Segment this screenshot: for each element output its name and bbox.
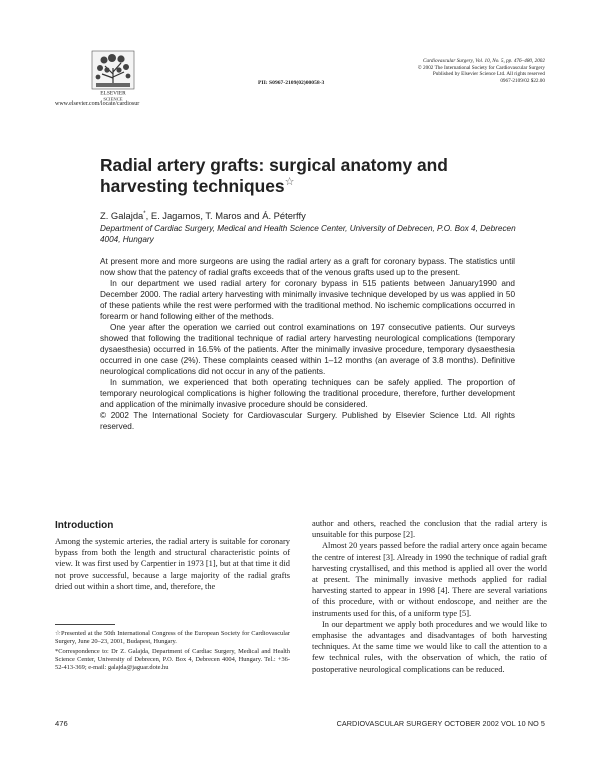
journal-website-link[interactable]: www.elsevier.com/locate/cardiosur [55, 101, 140, 107]
article-title-text: Radial artery grafts: surgical anatomy and harvesting techniques [100, 155, 448, 196]
author-name: E. Jagamos [150, 210, 201, 221]
abstract-paragraph: In summation, we experienced that both operating techniques can be safely applied. The proportion of temporary neurological complications is higher following the traditional procedure, therefore, further development and application of the minimally invasive procedure should be considered. [100, 378, 515, 409]
author-name: Á. Péterffy [262, 210, 306, 221]
svg-text:SCIENCE: SCIENCE [103, 96, 123, 102]
affiliation: Department of Cardiac Surgery, Medical and Health Science Center, University of Debrecen, P.O. Box 4, Debrecen 4004, Hungary [100, 224, 516, 244]
abstract-copyright: © 2002 The International Society for Cardiovascular Surgery. Published by Elsevier Science Ltd. All rights reserved. [100, 411, 515, 431]
abstract-paragraph: In our department we used radial artery for coronary bypass in 515 patients between January1990 and December 2000. The radial artery harvesting with minimally invasive technique developed by us was applied in 50 of these patients while the rest were performed with the traditional method. No ischemic complications occurred in forearm or hand following either of the methods. [100, 279, 515, 321]
body-paragraph: Almost 20 years passed before the radial artery once again became the centre of interest [3]. Already in 1990 the technique of radial graft harvesting crystallised, and this method is applied all over the world at present. The minimally invasive methods applied for radial harvesting started to appear in 1998 [4]. There are several variations of this procedure, with or without endoscope, and neither are the instruments used for this, of a uniform type [5]. [312, 541, 547, 618]
abstract-paragraph: At present more and more surgeons are using the radial artery as a graft for coronary bypass. The statistics until now show that the patency of radial grafts exceeds that of the venous grafts used up to the present. [100, 257, 515, 277]
pii-identifier: PII: S0967-2109(02)00058-3 [258, 80, 325, 86]
elsevier-logo [90, 50, 136, 102]
abstract-paragraph: One year after the operation we carried out control examinations on 197 consecutive patients. Our surveys showed that following the traditional technique of radial artery harvesting neurological complications (temporary dysaesthesia) occurred in 16.5% of the patients. After the minimally invasive procedure, temporary dysaesthesia occurred in one case (2%). These complaints ceased within 1–12 months (an average of 3.8 months). Definitive neurological complications did not occur in any of the patients. [100, 323, 515, 376]
body-paragraph: In our department we apply both procedures and we would like to emphasise the advantages and disadvantages of both harvesting techniques. At the same time we would like to call the attention to a few technical rules, with the observation of which, the ratio of postoperative neurological complications can be reduced. [312, 619, 547, 674]
body-paragraph: author and others, reached the conclusion that the radial artery is unsuitable for this purpose [2]. [312, 519, 547, 540]
running-footer: CARDIOVASCULAR SURGERY OCTOBER 2002 VOL 10 NO 5 [336, 719, 545, 728]
section-heading-introduction: Introduction [55, 520, 114, 531]
footnotes [55, 630, 290, 673]
article-title [100, 155, 520, 197]
tree-logo-icon [90, 50, 136, 102]
page-number: 476 [55, 719, 68, 728]
right-column [312, 518, 547, 675]
journal-citation: Cardiovascular Surgery, Vol. 10, No. 5, pp. 476–480, 2002 [423, 58, 545, 64]
abstract [100, 256, 515, 432]
journal-issn: 0967-2109/02 $22.00 [500, 77, 545, 84]
body-paragraph: Among the systemic arteries, the radial artery is suitable for coronary bypass from both the length and structural characteristic points of view. It was first used by Carpentier in 1973 [1], but at that time it did not prove successful, because a large majority of the radial grafts dried out within a short time, and, therefore, the [55, 537, 290, 591]
footnote-correspondence: *Correspondence to: Dr Z. Galajda, Department of Cardiac Surgery, Medical and Health Science Center, University of Debrecen, P.O. Box 4, Debrecen 4004, Hungary. Tel.: +36-52-413-369; e-mail: galajda@jaguar.dote.hu [55, 647, 290, 672]
title-footnote-marker[interactable]: ☆ [284, 176, 295, 189]
author-list: Z. Galajda*, E. Jagamos, T. Maros and Á. Péterffy [100, 210, 306, 221]
footnote-presentation: ☆Presented at the 50th International Congress of the European Society for Cardiovascular Surgery, June 20–23, 2001, Budapest, Hungary. [55, 630, 290, 646]
journal-publisher: Published by Elsevier Science Ltd. All rights reserved [432, 71, 545, 78]
author-name: Z. Galajda [100, 210, 144, 221]
left-column [55, 536, 290, 592]
svg-text:ELSEVIER: ELSEVIER [100, 90, 126, 97]
footnote-divider [55, 624, 115, 625]
author-name: T. Maros [205, 210, 242, 221]
journal-copyright: © 2002 The International Society for Cardiovascular Surgery [417, 64, 545, 71]
author-footnote-marker[interactable]: * [143, 210, 146, 217]
